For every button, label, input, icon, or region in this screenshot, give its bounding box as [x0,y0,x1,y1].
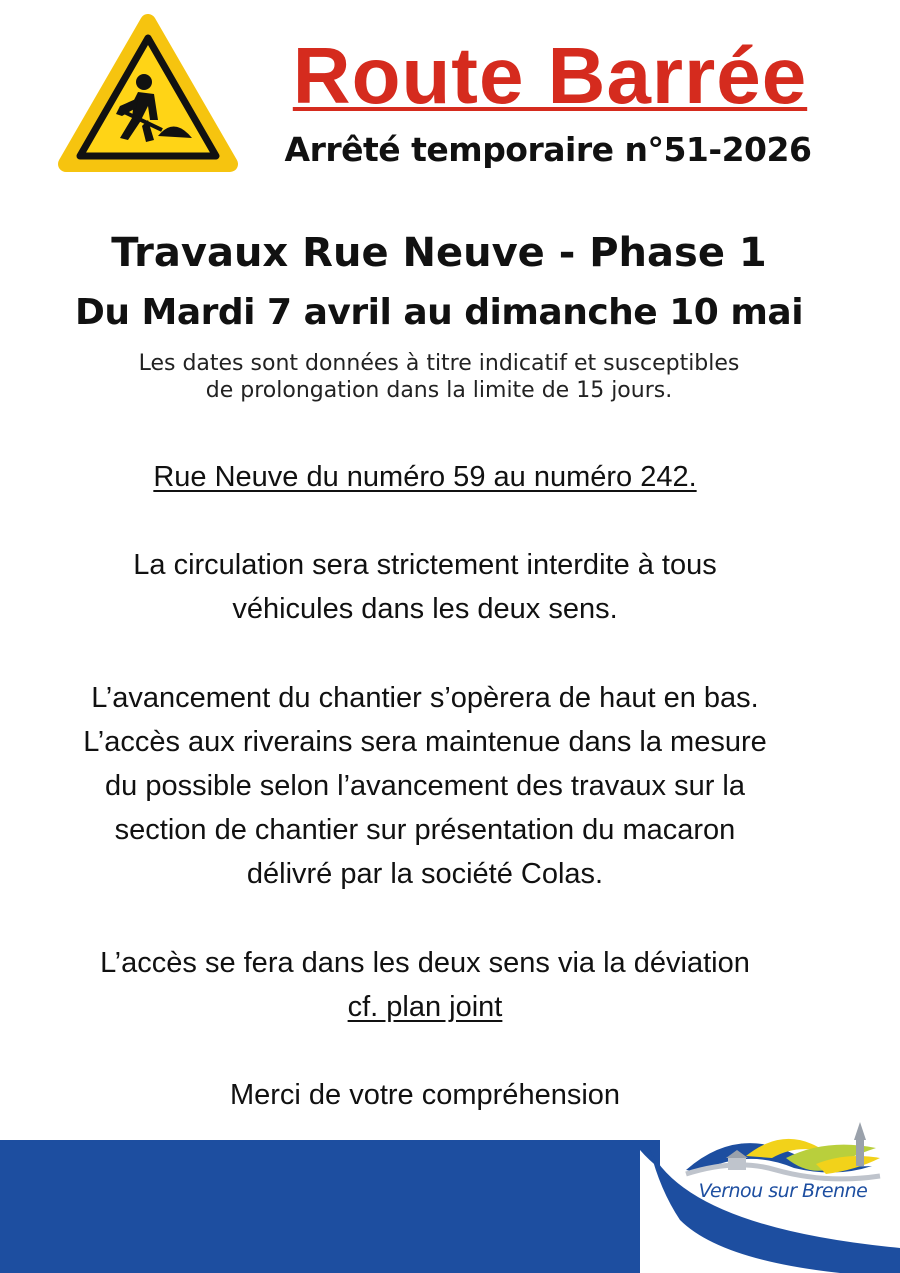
logo-text: Vernou sur Brenne [698,1180,868,1202]
access-line: section de chantier sur présentation du macaron [114,814,736,846]
access-line: L’avancement du chantier s’opèrera de haut en bas. [91,682,759,714]
access-line: du possible selon l’avancement des travaux sur la [105,770,745,802]
works-dates: Du Mardi 7 avril au dimanche 10 mai [74,292,804,333]
access-line: délivré par la société Colas. [246,858,604,890]
location-block [0,455,850,499]
restriction-line: véhicules dans les deux sens. [232,593,618,625]
restriction-block [0,543,850,631]
page-title: Route Barrée [292,31,808,120]
dates-note-line: Les dates sont données à titre indicatif et susceptibles [138,351,740,376]
thanks-text: Merci de votre compréhension [229,1079,621,1111]
detour-block [0,941,850,1029]
detour-line: L’accès se fera dans les deux sens via la déviation [100,947,750,979]
location-text: Rue Neuve du numéro 59 au numéro 242. [153,461,697,493]
decree-number: Arrêté temporaire n°51-2026 [284,130,812,169]
dates-note [0,350,878,404]
restriction-line: La circulation sera strictement interdite à tous [133,549,717,581]
roadworks-warning-icon [58,14,238,174]
dates-note-line: de prolongation dans la limite de 15 jours. [205,378,673,403]
works-heading: Travaux Rue Neuve - Phase 1 [111,230,767,276]
access-block [0,676,850,896]
detour-plan-link: cf. plan joint [347,991,503,1023]
access-line: L’accès aux riverains sera maintenue dans la mesure [83,726,767,758]
